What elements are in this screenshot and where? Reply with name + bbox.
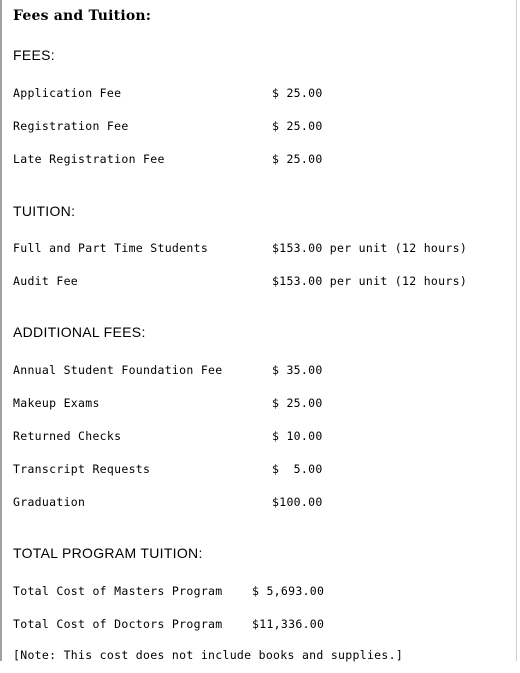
tuition-heading: TUITION: xyxy=(13,203,76,219)
fee-amount: $ 25.00 xyxy=(272,86,323,100)
total-label: Total Cost of Doctors Program xyxy=(13,617,223,631)
additional-row-graduation xyxy=(13,495,323,551)
fee-label: Late Registration Fee xyxy=(13,152,165,166)
additional-fees-heading: ADDITIONAL FEES: xyxy=(13,324,146,340)
tuition-label: Audit Fee xyxy=(13,274,79,288)
additional-amount: $ 25.00 xyxy=(272,396,323,410)
additional-label: Graduation xyxy=(13,495,86,509)
tuition-row-audit xyxy=(13,274,468,330)
tuition-label: Full and Part Time Students xyxy=(13,241,209,255)
additional-label: Annual Student Foundation Fee xyxy=(13,363,223,377)
total-amount: $ 5,693.00 xyxy=(252,584,325,598)
page-title: Fees and Tuition: xyxy=(13,8,152,24)
additional-label: Makeup Exams xyxy=(13,396,100,410)
tuition-amount: $153.00 per unit (12 hours) xyxy=(272,241,468,255)
total-label: Total Cost of Masters Program xyxy=(13,584,223,598)
cost-note: [Note: This cost does not include books and supplies.] xyxy=(13,648,404,662)
additional-label: Returned Checks xyxy=(13,429,122,443)
additional-amount: $ 5.00 xyxy=(272,462,323,476)
total-amount: $11,336.00 xyxy=(252,617,325,631)
additional-amount: $ 35.00 xyxy=(272,363,323,377)
fees-heading: FEES: xyxy=(13,47,55,63)
additional-label: Transcript Requests xyxy=(13,462,151,476)
additional-amount: $100.00 xyxy=(272,495,323,509)
tuition-amount: $153.00 per unit (12 hours) xyxy=(272,274,468,288)
fee-label: Registration Fee xyxy=(13,119,129,133)
total-tuition-heading: TOTAL PROGRAM TUITION: xyxy=(13,545,203,561)
additional-amount: $ 10.00 xyxy=(272,429,323,443)
fee-amount: $ 25.00 xyxy=(272,119,323,133)
fee-amount: $ 25.00 xyxy=(272,152,323,166)
fee-row-late-registration xyxy=(13,152,323,208)
fee-label: Application Fee xyxy=(13,86,122,100)
